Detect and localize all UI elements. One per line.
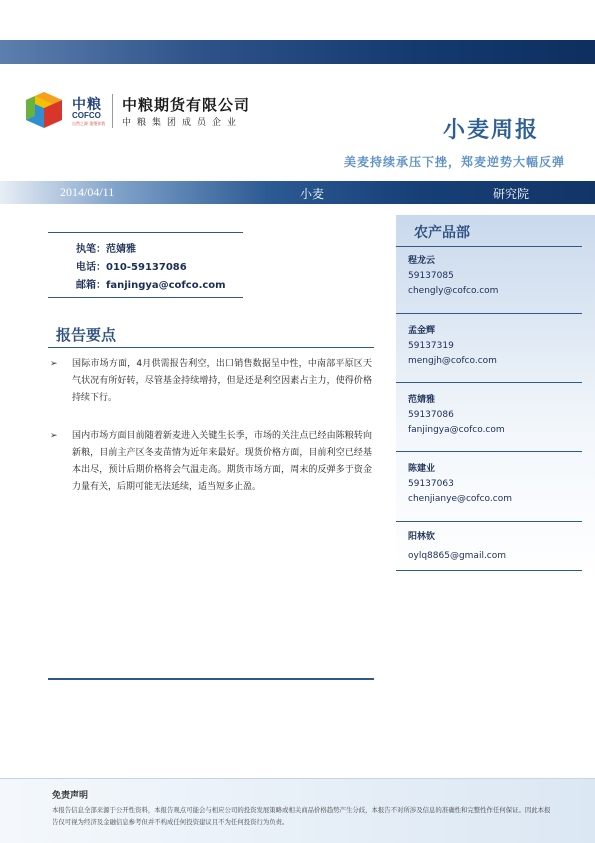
contact-card (408, 393, 505, 438)
disclaimer-title: 免责声明 (52, 791, 89, 801)
sidebar-divider (396, 570, 582, 571)
info-bar (0, 181, 595, 204)
top-banner (0, 40, 595, 64)
arrow-bullet-icon: ➢ (50, 431, 58, 441)
summary-bullet (50, 428, 372, 496)
logo-divider (112, 94, 113, 128)
sidebar-divider (396, 382, 582, 383)
report-category: 小麦 (300, 187, 325, 201)
institute-label: 研究院 (493, 187, 530, 201)
contact-phone: 59137319 (408, 341, 454, 351)
contact-name: 范婧雅 (408, 395, 436, 405)
report-subtitle: 美麦持续承压下挫，郑麦逆势大幅反弹 (343, 155, 565, 169)
content-bottom-divider (48, 678, 374, 680)
summary-bullet (50, 356, 372, 407)
logo-en-text: COFCO (72, 111, 101, 120)
contact-card (408, 462, 512, 507)
company-name: 中粮期货有限公司 (122, 96, 251, 114)
contact-name: 程龙云 (408, 256, 436, 266)
sidebar-divider (396, 521, 582, 522)
report-date: 2014/04/11 (60, 185, 115, 199)
contact-name: 陈建业 (408, 464, 436, 474)
contact-card (408, 530, 506, 564)
contact-name: 孟金辉 (408, 326, 436, 336)
cofco-logo-icon (22, 90, 66, 130)
logo-tagline: 自然之源 重塑你我 (72, 121, 106, 126)
author-phone: 电话：010-59137086 (76, 262, 187, 273)
disclaimer-text: 本报告信息全部来源于公开性资料，本报告观点可能会与相应公司的投资发展策略或相关商品价格趋势产生分歧，本报告不对所涉及信息的准确性和完整性作任何保证。因此本报告仅可视为经济及金融信息参考但并不构成任何投资建议且不为任何投资行为负责。 (52, 806, 551, 826)
sidebar-divider (396, 246, 582, 247)
contact-phone: 59137086 (408, 410, 454, 420)
sidebar-divider (396, 313, 582, 314)
summary-heading: 报告要点 (56, 326, 117, 344)
report-title: 小麦周报 (442, 118, 539, 143)
author-email[interactable]: 邮箱：fanjingya@cofco.com (76, 280, 226, 291)
company-subtitle: 中粮集团成员企业 (122, 118, 243, 128)
department-heading: 农产品部 (414, 225, 470, 241)
bullet-text: 国际市场方面，4月供需报告利空，出口销售数据呈中性，中南部平原区天气状况有所好转，尽管基金持续增持，但是还是利空因素占主力，使得价格持续下行。 (72, 359, 372, 403)
contact-email[interactable]: chenjianye@cofco.com (408, 494, 512, 504)
contact-name: 阳林钦 (408, 532, 436, 542)
arrow-bullet-icon: ➢ (50, 359, 58, 369)
contact-email[interactable]: mengjh@cofco.com (408, 356, 497, 366)
contact-email[interactable]: oylq8865@gmail.com (408, 551, 507, 561)
contact-email[interactable]: fanjingya@cofco.com (408, 425, 505, 435)
contact-card (408, 254, 498, 299)
sidebar-divider (396, 451, 582, 452)
bullet-text: 国内市场方面目前随着新麦进入关键生长季，市场的关注点已经由陈粮转向新粮，目前主产区冬麦苗情为近年来最好。现货价格方面，目前利空已经基本出尽，预计后期价格将会气温走高。期货市场方面，周末的反弹多于资金力量有关，后期可能无法延续，适当短多止盈。 (72, 431, 372, 492)
contact-email[interactable]: chengly@cofco.com (408, 286, 499, 296)
contact-card (408, 324, 497, 369)
contact-phone: 59137085 (408, 271, 454, 281)
logo-cn-text: 中粮 (72, 97, 102, 113)
contact-phone: 59137063 (408, 479, 454, 489)
author-writer: 执笔：范婧雅 (76, 244, 136, 255)
summary-divider (48, 347, 374, 348)
